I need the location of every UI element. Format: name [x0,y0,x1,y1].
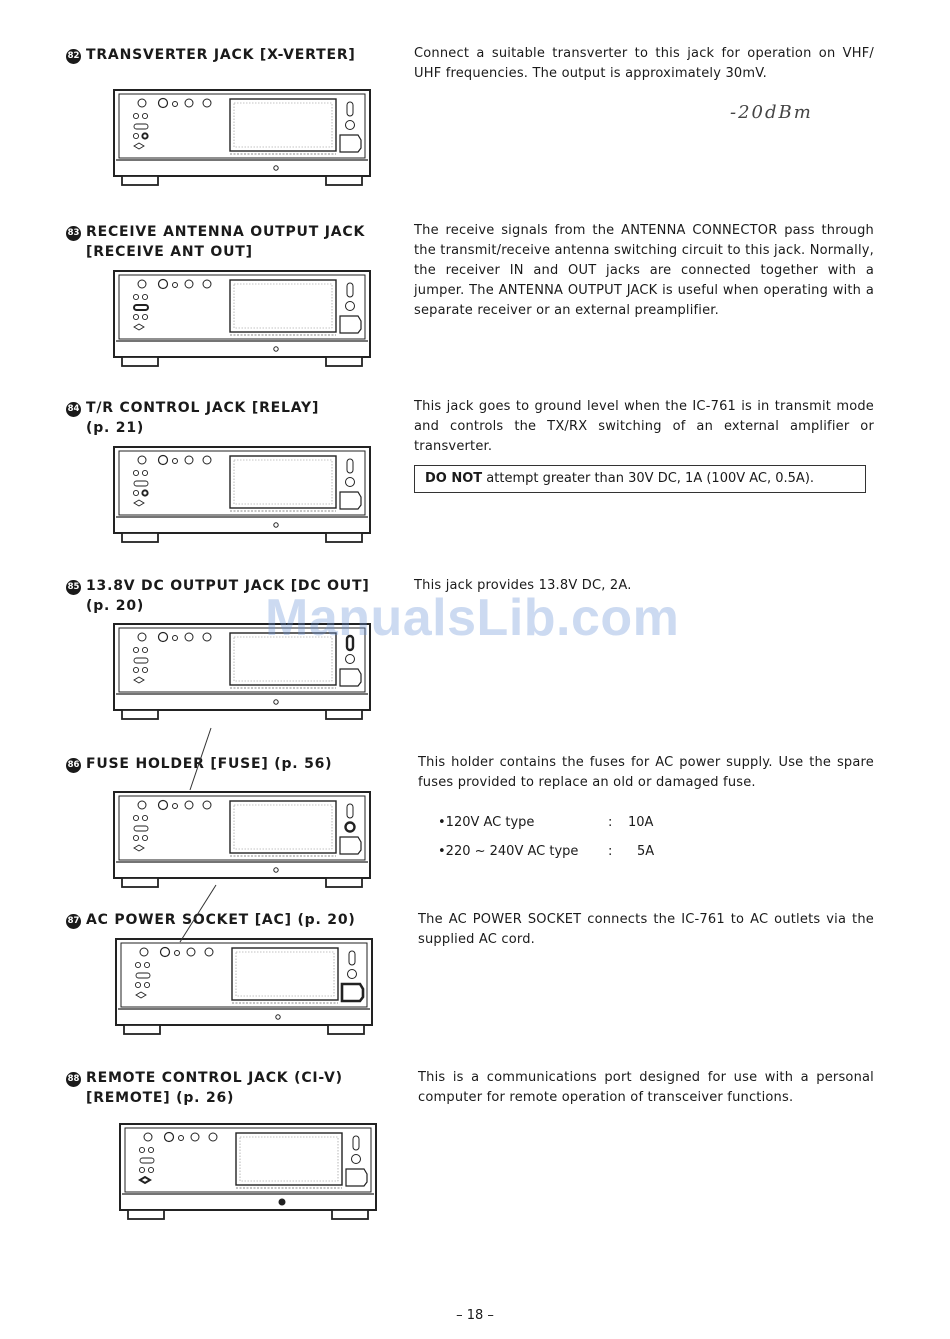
heading-title: T/R CONTROL JACK [RELAY] [86,400,320,416]
heading-title: RECEIVE ANTENNA OUTPUT JACK [86,224,366,240]
page-number: – 18 – [456,1308,494,1323]
item-number-badge: 82 [66,49,81,64]
fuse-rating: 10A [628,815,654,830]
pointer-line [180,885,216,942]
heading-title: REMOTE CONTROL JACK (CI-V) [86,1070,343,1086]
section-description: This jack goes to ground level when the IC-761 is in transmit mode and controls the TX/RX switching of an external amplifier or transverter. [414,399,874,454]
heading-title: TRANSVERTER JACK [X-VERTER] [86,47,356,63]
item-number-badge: 86 [66,758,81,773]
section-description: This is a communications port designed for use with a personal computer for remote operation of transceiver functions. [418,1070,874,1105]
section-description: The AC POWER SOCKET connects the IC-761 to AC outlets via the supplied AC cord. [418,912,874,947]
warning-emphasis: DO NOT [425,471,483,486]
section-description: The receive signals from the ANTENNA CONNECTOR pass through the transmit/receive antenna switching circuit to this jack. Normally, the receiver IN and OUT jacks are connected together with a jumper. The ANTENNA OUTPUT JACK is useful when operating with a separate receiver or an external preamplifier. [414,223,874,318]
heading-title: FUSE HOLDER [FUSE] (p. 56) [86,756,333,772]
item-number-badge: 87 [66,914,81,929]
heading-subtitle: (p. 21) [86,420,145,436]
item-number-badge: 88 [66,1072,81,1087]
heading-subtitle: [RECEIVE ANT OUT] [86,244,253,260]
heading-subtitle: (p. 20) [86,598,145,614]
heading-title: 13.8V DC OUTPUT JACK [DC OUT] [86,578,370,594]
warning-text: attempt greater than 30V DC, 1A (100V AC, 0.5A). [482,471,815,486]
item-number-badge: 83 [66,226,81,241]
fuse-type: 120V AC type [445,815,535,830]
item-number-badge: 85 [66,580,81,595]
section-description: This jack provides 13.8V DC, 2A. [414,578,632,593]
handwritten-note: -20dBm [730,102,813,123]
fuse-type: 220 ~ 240V AC type [445,844,579,859]
pointer-line [190,728,211,790]
watermark: ManualsLib.com [265,589,680,647]
fuse-rating: 5A [637,844,655,859]
section-description: Connect a suitable transverter to this jack for operation on VHF/ UHF frequencies. The output is approximately 30mV. [414,46,874,81]
item-number-badge: 84 [66,402,81,417]
heading-title: AC POWER SOCKET [AC] (p. 20) [86,912,356,928]
heading-subtitle: [REMOTE] (p. 26) [86,1090,235,1106]
section-description: This holder contains the fuses for AC power supply. Use the spare fuses provided to replace an old or damaged fuse. [418,755,874,790]
